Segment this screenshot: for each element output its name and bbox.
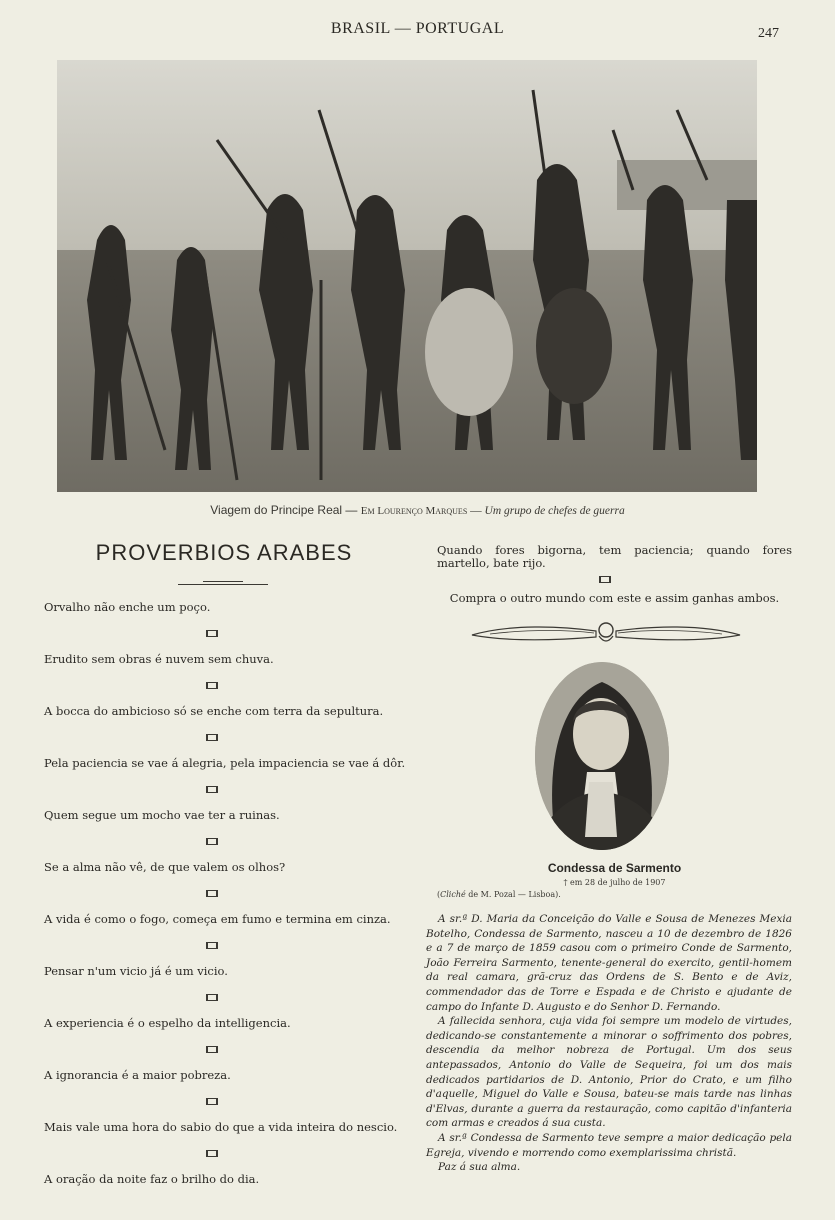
proverb-text: A oração da noite faz o brilho do dia.: [44, 1172, 260, 1186]
separator-icon: [206, 838, 218, 845]
list-item: [44, 648, 404, 700]
separator-icon: [206, 786, 218, 793]
title-rule-long: [178, 584, 268, 585]
list-item: [44, 596, 404, 648]
portrait-caption-name: Condessa de Sarmento: [547, 861, 682, 875]
bio-paragraph: A sr.ª Condessa de Sarmento teve sempre a maior dedicação pela Egreja, vivendo e morrendo como exemplarissima christã.: [426, 1131, 792, 1159]
caption-place: Em Lourenço Marques: [360, 505, 468, 517]
list-item: [44, 1012, 404, 1064]
caption-description: Um grupo de chefes de guerra: [484, 505, 625, 517]
proverbs-list: [44, 596, 404, 1220]
separator-icon: [206, 734, 218, 741]
separator-icon: [206, 890, 218, 897]
list-item: [44, 752, 404, 804]
portrait-caption-date: † em 28 de julho de 1907: [563, 878, 666, 887]
list-item: [44, 804, 404, 856]
separator-icon: [206, 630, 218, 637]
proverb-text: A ignorancia é a maior pobreza.: [44, 1068, 231, 1082]
bio-paragraph: A fallecida senhora, cuja vida foi sempre um modelo de virtudes, dedicando-se constantemente a minorar o soffrimento dos pobres, descendia da melhor nobreza de Portugal. Um dos seus antepassados, Antonio do Valle de Sequeira, foi um dos mais dedicados partidarios de D. Antonio, Prior do Crato, e um filho d'aquelle, Miguel do Valle e Sousa, bateu-se mais tarde nas linhas d'Elvas, durante a guerra da restauração, como capitão d'infanteria com armas e creados á sua custa.: [426, 1015, 792, 1130]
proverb-text: Orvalho não enche um poço.: [44, 600, 211, 614]
proverb-text: A bocca do ambicioso só se enche com terra da sepultura.: [44, 704, 384, 718]
separator-icon: [206, 1150, 218, 1157]
credit-open: (: [437, 890, 441, 899]
list-item: [44, 1064, 404, 1116]
list-item: [44, 960, 404, 1012]
list-item: [44, 856, 404, 908]
portrait-illustration: [535, 662, 669, 850]
winged-ornament-icon: [470, 618, 742, 648]
proverb-text: A experiencia é o espelho da intelligencia.: [44, 1016, 291, 1030]
proverb-text: Se a alma não vê, de que valem os olhos?: [44, 860, 286, 874]
proverb-continued-2: Compra o outro mundo com este e assim ganhas ambos.: [449, 591, 780, 605]
credit-label: Cliché: [440, 890, 466, 899]
portrait-photograph: [535, 662, 669, 850]
credit-text: de M. Pozal — Lisboa).: [465, 890, 561, 899]
separator-icon: [206, 1098, 218, 1105]
caption-separator: —: [467, 505, 485, 517]
list-item: [44, 1116, 404, 1168]
proverb-text: Mais vale uma hora do sabio do que a vida inteira do nescio.: [44, 1120, 398, 1134]
portrait-credit: [437, 890, 561, 899]
separator-icon: [206, 682, 218, 689]
bio-paragraph: Paz á sua alma.: [438, 1161, 521, 1174]
proverb-continued-1: Quando fores bigorna, tem paciencia; quando fores martello, bate rijo.: [437, 543, 792, 570]
bio-paragraph: A sr.ª D. Maria da Conceição do Valle e Sousa de Menezes Mexia Botelho, Condessa de Sarmento, nasceu a 10 de dezembro de 1826 e a 7 de março de 1859 casou com o primeiro Conde de Sarmento, João Ferreira Sarmento, tenente-general do exercito, gentil-homem da real camara, grã-cruz das Ordens de S. Bento e de Aviz, commendador das de Torre e Espada e de Christo e ajudante de campo do Infante D. Augusto e do Senhor D. Fernando.: [426, 913, 792, 1013]
photo-illustration: [57, 60, 757, 492]
proverb-text: Quem segue um mocho vae ter a ruinas.: [44, 808, 280, 822]
caption-main: Viagem do Principe Real —: [210, 503, 361, 517]
proverb-text: Pensar n'um vicio já é um vicio.: [44, 964, 228, 978]
proverb-text: Erudito sem obras é nuvem sem chuva.: [44, 652, 274, 666]
separator-icon: [599, 576, 611, 583]
list-item: [44, 908, 404, 960]
separator-icon: [206, 942, 218, 949]
running-header: BRASIL — PORTUGAL: [330, 20, 505, 37]
list-item: [44, 700, 404, 752]
photograph-warriors: [57, 60, 757, 492]
title-rule: [203, 581, 243, 582]
photo-caption: [0, 503, 835, 517]
right-column: [437, 540, 792, 605]
obituary-text: [426, 912, 792, 1175]
separator-icon: [206, 994, 218, 1001]
section-title: PROVERBIOS ARABES: [95, 540, 353, 565]
separator-icon: [206, 1046, 218, 1053]
proverb-text: A vida é como o fogo, começa em fumo e termina em cinza.: [44, 912, 391, 926]
list-item: [44, 1168, 404, 1220]
proverb-text: Pela paciencia se vae á alegria, pela impaciencia se vae á dôr.: [44, 756, 406, 770]
page-number: 247: [758, 26, 779, 41]
